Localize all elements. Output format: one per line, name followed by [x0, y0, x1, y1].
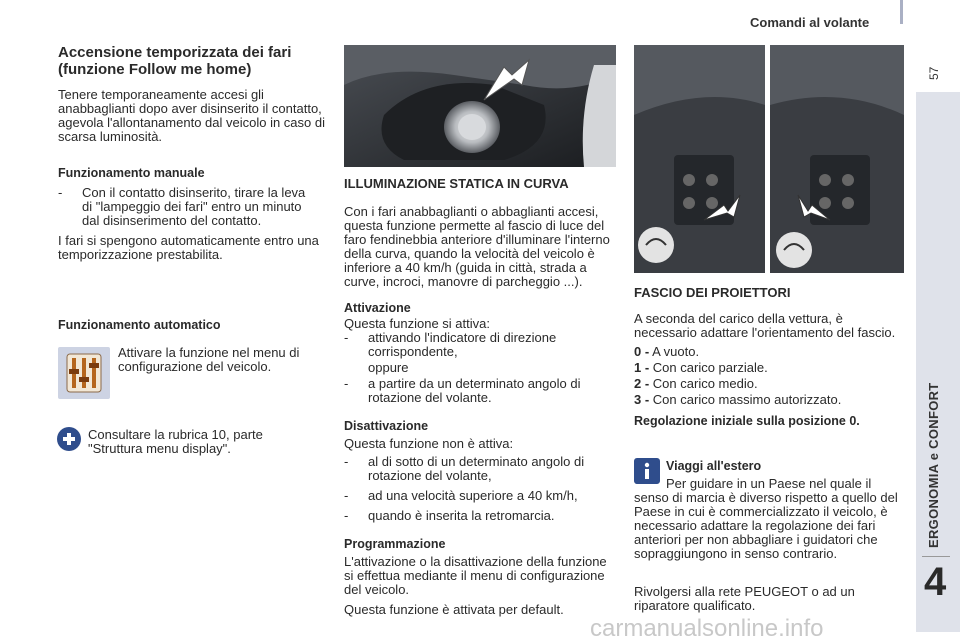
watermark: carmanualsonline.info [590, 615, 824, 642]
activation-intro: Questa funzione si attiva: [344, 316, 490, 331]
deactivation-item-1: - al di sotto di un determinato angolo di rotazione del volante, [344, 455, 616, 483]
abroad-title: Viaggi all'estero [666, 459, 762, 473]
chapter-number: 4 [924, 560, 947, 604]
chapter-title: ERGONOMIA e CONFORT [926, 382, 941, 548]
activation-title: Attivazione [344, 301, 411, 315]
fog-light-photo [344, 45, 616, 167]
beam-level-item [634, 376, 904, 392]
beam-level-item [634, 360, 904, 376]
consult-text: Consultare la rubrica 10, parte "Struttura menu display". [88, 427, 263, 456]
headlamp-beam-intro: A seconda del carico della vettura, è necessario adattare l'orientamento del fascio. [634, 311, 896, 340]
deactivation-title: Disattivazione [344, 419, 429, 433]
initial-setting: Regolazione iniziale sulla posizione 0. [634, 414, 860, 428]
beam-level-text: Con carico massimo autorizzato. [652, 392, 842, 407]
page-number: 57 [927, 66, 941, 80]
dashboard-photo-right [770, 45, 904, 273]
beam-level-number: 3 - [634, 392, 650, 407]
headlamp-beam-title: FASCIO DEI PROIETTORI [634, 285, 791, 300]
column-2 [344, 176, 616, 617]
manual-step: - Con il contatto disinserito, tirare la leva di "lampeggio dei fari" entro un minuto dal disinserimento del contatto. [58, 186, 314, 228]
chapter-band [916, 92, 960, 632]
beam-level-item [634, 392, 904, 408]
cornering-light-title: ILLUMINAZIONE STATICA IN CURVA [344, 176, 569, 191]
column-3 [634, 285, 904, 428]
beam-level-number: 1 - [634, 360, 650, 375]
column-1 [58, 44, 328, 262]
section-header: Comandi al volante [750, 15, 870, 30]
abroad-contact: Rivolgersi alla rete PEUGEOT o ad un riparatore qualificato. [634, 584, 855, 613]
abroad-text: Per guidare in un Paese nel quale il senso di marcia è diverso rispetto a quello del Paese in cui è commercializzato il veicolo, è necessario adattare la regolazione dei fari anteriori per non abbagliare i guidatori che sopraggiungono in senso contrario. [634, 476, 898, 561]
beam-level-text: Con carico medio. [652, 376, 758, 391]
auto-text: Attivare la funzione nel menu di configurazione del veicolo. [118, 345, 300, 374]
programming-title: Programmazione [344, 537, 446, 551]
header-divider [900, 0, 903, 24]
follow-me-home-title: Accensione temporizzata dei fari (funzione Follow me home) [58, 44, 292, 78]
dashboard-photo-left [634, 45, 765, 273]
deactivation-intro: Questa funzione non è attiva: [344, 436, 514, 451]
beam-level-number: 2 - [634, 376, 650, 391]
beam-level-item [634, 344, 904, 360]
plus-circle-icon [56, 426, 82, 452]
cornering-light-intro: Con i fari anabbaglianti o abbaglianti accesi, questa funzione permette al fascio di luce del faro fendinebbia anteriore d'illuminare l'interno della curva, quando la velocità del veicolo è inferiore a 40 km/h (guida in città, strada a curve, incroci, manovre di parcheggio ...). [344, 204, 610, 289]
beam-level-number: 0 - [634, 344, 650, 359]
deactivation-item-2: - ad una velocità superiore a 40 km/h, [344, 489, 616, 503]
settings-sliders-icon [58, 347, 110, 399]
beam-level-list [634, 344, 904, 408]
chapter-divider [922, 556, 950, 557]
programming-default: Questa funzione è attivata per default. [344, 602, 564, 617]
manual-title: Funzionamento manuale [58, 166, 205, 180]
beam-level-text: Con carico parziale. [652, 360, 768, 375]
auto-title: Funzionamento automatico [58, 318, 221, 332]
beam-level-text: A vuoto. [652, 344, 700, 359]
activation-or: oppure [368, 360, 409, 375]
manual-note: I fari si spengono automaticamente entro una temporizzazione prestabilita. [58, 233, 319, 262]
follow-me-home-intro: Tenere temporaneamente accesi gli anabbaglianti dopo aver disinserito il contatto, agevola l'allontanamento dal veicolo in caso di scarsa luminosità. [58, 87, 325, 144]
activation-item-2: - a partire da un determinato angolo di rotazione del volante. [344, 377, 616, 405]
programming-text: L'attivazione o la disattivazione della funzione si effettua mediante il menu di configurazione del veicolo. [344, 554, 607, 597]
activation-item-1: - attivando l'indicatore di direzione corrispondente, [344, 331, 616, 359]
deactivation-item-3: - quando è inserita la retromarcia. [344, 509, 616, 523]
